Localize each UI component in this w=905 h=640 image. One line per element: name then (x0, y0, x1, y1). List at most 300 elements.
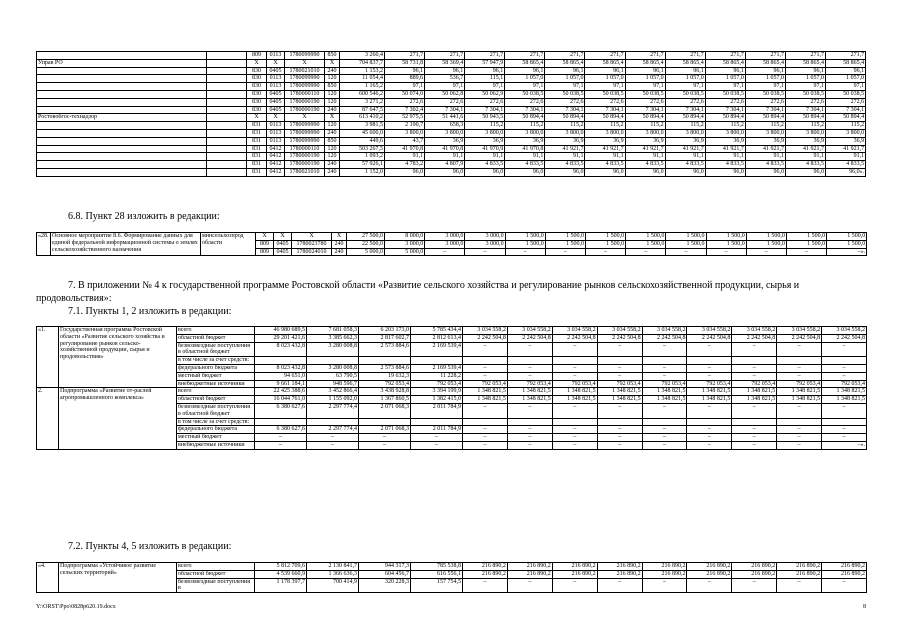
table-cell: 3 034 558,2 (552, 327, 597, 335)
table-cell: 830 (247, 75, 267, 83)
table-cell: 0412 (267, 153, 285, 161)
table-cell: 96,0 (425, 168, 465, 176)
table-cell: 831 (247, 145, 267, 153)
table-cell (207, 122, 247, 130)
table-cell (207, 145, 247, 153)
table-cell: 1 057,0 (745, 75, 785, 83)
table-cell: 58 865,4 (745, 59, 785, 67)
paragraph-7-cont: продовольствия»: (36, 293, 112, 304)
table-cell: – (822, 342, 867, 357)
table-cell: 58 865,4 (625, 59, 665, 67)
table-cell: 0113 (267, 129, 285, 137)
table-cell: 1780021010 (285, 168, 325, 176)
table-cell: 97,1 (425, 83, 465, 91)
table-cell: – (777, 578, 822, 593)
table-cell: 889,6 (385, 75, 425, 83)
table-cell: 96,0 (785, 168, 825, 176)
table-cell: – (463, 372, 508, 380)
table-cell: – (597, 342, 642, 357)
table-cell: 7 304,1 (505, 106, 545, 114)
table-cell: 0405 (274, 248, 292, 256)
table-cell: 831 (247, 153, 267, 161)
table-cell: 830 (247, 90, 267, 98)
table-cell: 600 546,2 (340, 90, 385, 98)
table-cell: 240 (325, 168, 340, 176)
table-cell: 3 385 662,3 (307, 334, 359, 342)
table-cell: 272,6 (505, 98, 545, 106)
table-cell: – (687, 342, 732, 357)
table-cell: 2 130 841,7 (307, 563, 359, 571)
table-cell: Подпрограмма «Устойчивое развитие сельских территорий» (59, 563, 177, 593)
table-cell: 1 500,0 (746, 240, 786, 248)
table-cell: 58 369,4 (425, 59, 465, 67)
table-cell (597, 357, 642, 365)
table-cell: 1 348 821,5 (777, 388, 822, 396)
table-cell: – (545, 248, 585, 256)
table-cell: 0412 (267, 168, 285, 176)
table-cell: – (732, 578, 777, 593)
table-cell: 36,9 (545, 137, 585, 145)
table-cell: 1 348 821,5 (642, 388, 687, 396)
table-cell: 1 057,0 (705, 75, 745, 83)
table-cell: 115,2 (826, 122, 866, 130)
table-cell (687, 357, 732, 365)
table-cell: 2 169 539,4 (411, 364, 463, 372)
table-cell: 50 894,4 (745, 114, 785, 122)
table-cell: 0405 (274, 240, 292, 248)
table-cell: 320 228,3 (359, 578, 411, 593)
table-cell: 4 783,2 (385, 161, 425, 169)
table-cell: 97,1 (826, 83, 866, 91)
table-cell: «4. (37, 563, 59, 593)
table-cell: 3 280 008,8 (307, 342, 359, 357)
table-cell: –». (822, 441, 867, 449)
table-cell: 16 044 761,0 (255, 396, 307, 404)
table-cell: 1 348 821,5 (822, 396, 867, 404)
table-cell: 50 894,4 (625, 114, 665, 122)
table-cell: – (552, 372, 597, 380)
table-cell: 97,1 (705, 83, 745, 91)
table-cell: 704 837,7 (340, 59, 385, 67)
table-cell (37, 153, 207, 161)
table-cell: 1780099990 (285, 75, 325, 83)
table-cell: 1 093,2 (340, 153, 385, 161)
table-cell: 271,7 (625, 52, 665, 60)
table-cell: –». (827, 248, 867, 256)
table-cell: 449,6 (340, 137, 385, 145)
table-cell: 91,1 (665, 153, 705, 161)
table-cell: 850 (325, 52, 340, 60)
table-cell: – (411, 434, 463, 442)
table-cell: 97,1 (385, 83, 425, 91)
table-cell (687, 418, 732, 426)
table-cell: 1 348 821,5 (463, 396, 508, 404)
table-cell: 91,1 (505, 153, 545, 161)
table-cell: 96,1 (625, 67, 665, 75)
table-cell: 27 500,0 (347, 233, 385, 241)
table-row (37, 114, 866, 122)
table-cell: 271,7 (425, 52, 465, 60)
table-cell: 91,1 (425, 153, 465, 161)
table-cell (255, 357, 307, 365)
table-cell: 700 414,9 (307, 578, 359, 593)
page-number: 8 (863, 604, 866, 610)
table-cell: – (687, 364, 732, 372)
table-cell: – (507, 441, 552, 449)
table-cell: 240 (332, 240, 347, 248)
table-cell: – (552, 364, 597, 372)
table-cell: 216 890,2 (687, 563, 732, 571)
table-cell: 831 (247, 122, 267, 130)
table-cell (37, 52, 207, 60)
table-cell: в том числе за счет средств: (177, 418, 255, 426)
table-cell: 216 890,2 (687, 570, 732, 578)
table-cell: 41 921,7 (665, 145, 705, 153)
table-cell: 50 894,4 (826, 114, 866, 122)
table-cell: 1 348 821,5 (687, 388, 732, 396)
table-cell: 3 034 558,2 (822, 327, 867, 335)
table-cell: 36,9 (826, 137, 866, 145)
table-cell: 3 800,0 (665, 129, 705, 137)
table-cell: 36,9 (705, 137, 745, 145)
table-cell: 1 500,0 (746, 233, 786, 241)
table-cell: 831 (247, 168, 267, 176)
table-cell: областной бюджет (177, 570, 255, 578)
table-cell: 2 812 613,4 (411, 334, 463, 342)
table-cell: 1 348 821,5 (822, 388, 867, 396)
table-cell: X (267, 59, 285, 67)
table-row (37, 145, 866, 153)
table-cell: 43,7 (385, 137, 425, 145)
table-cell: 50 894,4 (545, 114, 585, 122)
table-cell: 2 190,7 (385, 122, 425, 130)
table-cell: 792 053,4 (732, 380, 777, 388)
table-cell: 0412 (267, 161, 285, 169)
table-cell: – (597, 578, 642, 593)
table-cell: 57 926,1 (340, 161, 385, 169)
table-cell: 792 053,4 (411, 380, 463, 388)
table-cell: 36,9 (505, 137, 545, 145)
table-cell: 1 500,0 (545, 233, 585, 241)
table-cell: 1 057,0 (625, 75, 665, 83)
table-cell (207, 153, 247, 161)
table-cell: 1 348 821,5 (777, 396, 822, 404)
table-cell: 792 053,4 (822, 380, 867, 388)
table-cell: 1 348 821,5 (597, 388, 642, 396)
table-cell: 272,6 (785, 98, 825, 106)
table-cell: 97,1 (585, 83, 625, 91)
table-cell: 272,6 (545, 98, 585, 106)
table-cell: 2 011 784,9 (411, 426, 463, 434)
table-cell: 50 943,5 (465, 114, 505, 122)
table-cell (642, 418, 687, 426)
table-cell: 3 800,0 (745, 129, 785, 137)
table-cell: 115,2 (465, 122, 505, 130)
table-cell: 792 053,4 (642, 380, 687, 388)
table-cell: 1 057,0 (826, 75, 866, 83)
table-cell: 1 500,0 (626, 240, 666, 248)
table-cell: 792 053,4 (507, 380, 552, 388)
table-cell: – (642, 403, 687, 418)
table-cell: 50 894,4 (785, 114, 825, 122)
table-cell: 41 970,8 (505, 145, 545, 153)
table-cell: – (687, 441, 732, 449)
table-cell: 2 242 504,8 (597, 334, 642, 342)
table-cell: – (687, 403, 732, 418)
table-cell (37, 161, 207, 169)
table-cell: – (411, 441, 463, 449)
table-cell: 58 865,4 (505, 59, 545, 67)
table-cell: 52 975,5 (385, 114, 425, 122)
table-cell (207, 67, 247, 75)
table-cell (207, 161, 247, 169)
table-cell: – (597, 441, 642, 449)
table-cell: 240 (325, 106, 340, 114)
table-cell: – (642, 372, 687, 380)
table-cell: 46 980 689,5 (255, 327, 307, 335)
table-cell: 87 647,5 (340, 106, 385, 114)
table-cell: федерального бюджета (177, 364, 255, 372)
table-cell: – (597, 426, 642, 434)
table-cell: 115,2 (785, 122, 825, 130)
table-cell: 115,2 (585, 122, 625, 130)
table-cell: 157 754,5 (411, 578, 463, 593)
table-cell: 96,1 (705, 67, 745, 75)
table-cell: 3 000,0 (465, 233, 505, 241)
table-cell: – (822, 426, 867, 434)
paragraph-6-8: 6.8. Пункт 28 изложить в редакции: (68, 211, 220, 222)
table-cell: 604 456,7 (359, 570, 411, 578)
table-row (37, 67, 866, 75)
table-cell: 792 053,4 (359, 380, 411, 388)
table-cell: 3 394 199,9 (411, 388, 463, 396)
table-cell: 616 556,1 (411, 570, 463, 578)
table-cell (359, 418, 411, 426)
table-cell: 1 348 821,5 (552, 388, 597, 396)
table-cell: 216 890,2 (822, 563, 867, 571)
table-cell: местный бюджет (177, 372, 255, 380)
table-cell: – (255, 434, 307, 442)
table-cell: 96,1 (505, 67, 545, 75)
table-row (37, 563, 867, 571)
table-cell: 50 038,5 (745, 90, 785, 98)
table-cell: всего (177, 563, 255, 571)
table-cell: 1 165,2 (340, 83, 385, 91)
table-cell (207, 83, 247, 91)
table-cell: «28. (37, 233, 51, 256)
table-cell: 19 632,3 (359, 372, 411, 380)
table-cell (37, 129, 207, 137)
table-cell: – (706, 248, 746, 256)
table-cell: X (285, 114, 325, 122)
table-cell: 1 348 821,5 (732, 388, 777, 396)
table-cell: – (507, 426, 552, 434)
table-cell: 1780099990 (285, 122, 325, 130)
table-cell: 36,9 (585, 137, 625, 145)
table-cell: 36,9 (625, 137, 665, 145)
table-cell: – (746, 248, 786, 256)
table-cell: 50 038,5 (785, 90, 825, 98)
table-cell: X (267, 114, 285, 122)
table-cell: – (465, 248, 505, 256)
table-cell: 1780099990 (285, 52, 325, 60)
table-cell: 96,0 (705, 168, 745, 176)
table-cell: 1 348 821,5 (507, 396, 552, 404)
table-cell: – (507, 434, 552, 442)
table-cell: 57 947,9 (465, 59, 505, 67)
table-cell: – (687, 372, 732, 380)
table-cell: – (642, 578, 687, 593)
table-cell: 96,0 (385, 168, 425, 176)
table-row (37, 161, 866, 169)
table-points-4-5 (36, 562, 867, 593)
table-cell: 50 062,8 (425, 90, 465, 98)
table-cell: 4 833,5 (785, 161, 825, 169)
table-cell: – (732, 403, 777, 418)
table-cell: – (507, 364, 552, 372)
table-cell: – (307, 441, 359, 449)
table-cell: 6 203 173,0 (359, 327, 411, 335)
table-cell: 96,0». (826, 168, 866, 176)
table-cell: 50 038,5 (505, 90, 545, 98)
table-cell (37, 122, 207, 130)
table-cell: 3 800,0 (625, 129, 665, 137)
table-cell: – (777, 364, 822, 372)
table-cell: 272,6 (826, 98, 866, 106)
table-cell: 3 800,0 (425, 129, 465, 137)
table-cell: 271,7 (826, 52, 866, 60)
table-cell: X (274, 233, 292, 241)
table-cell: всего (177, 327, 255, 335)
table-cell: 831 (247, 129, 267, 137)
table-cell: 91,1 (385, 153, 425, 161)
table-cell: 1780099990 (285, 137, 325, 145)
table-cell: – (552, 426, 597, 434)
table-cell: 3 000,0 (465, 240, 505, 248)
table-cell (732, 418, 777, 426)
table-cell: 1 500,0 (545, 240, 585, 248)
table-cell: – (597, 434, 642, 442)
table-cell: 0405 (267, 90, 285, 98)
table-cell (777, 357, 822, 365)
table-cell: 41 921,7 (625, 145, 665, 153)
table-cell: 3 034 558,2 (463, 327, 508, 335)
table-cell: 3 452 866,4 (307, 388, 359, 396)
table-cell: – (597, 364, 642, 372)
table-cell: 809 (247, 52, 267, 60)
table-cell (552, 418, 597, 426)
table-row (37, 129, 866, 137)
table-cell: – (777, 434, 822, 442)
table-cell: 1 500,0 (827, 240, 867, 248)
table-cell (207, 98, 247, 106)
table-cell (597, 418, 642, 426)
table-cell: 1 500,0 (626, 233, 666, 241)
table-cell: 1 057,0 (585, 75, 625, 83)
table-cell: – (822, 434, 867, 442)
table-cell: 271,7 (585, 52, 625, 60)
table-cell: 50 062,9 (465, 90, 505, 98)
table-cell: X (285, 59, 325, 67)
table-cell: – (463, 441, 508, 449)
table-cell: 1 178 397,7 (255, 578, 307, 593)
table-cell: – (463, 342, 508, 357)
table-cell: – (732, 372, 777, 380)
table-cell: 3 271,2 (340, 98, 385, 106)
table-cell: 4 833,5 (625, 161, 665, 169)
table-cell: 1 155 092,0 (307, 396, 359, 404)
table-row (37, 122, 866, 130)
table-cell: 1780000190 (285, 106, 325, 114)
table-cell: – (507, 372, 552, 380)
table-cell (37, 83, 207, 91)
table-cell: – (552, 441, 597, 449)
table-cell: – (505, 248, 545, 256)
table-cell: 1 366 636,3 (307, 570, 359, 578)
table-cell: 4 833,5 (465, 161, 505, 169)
table-cell: 2 169 539,4 (411, 342, 463, 357)
table-cell: 3 034 558,2 (642, 327, 687, 335)
table-cell: 3 800,0 (465, 129, 505, 137)
table-cell: 36,9 (745, 137, 785, 145)
table-cell: Государственная программа Ростовской области «Развитие сельского хозяйства и регулирование рынков сельско-хозяйственной продукции, сырья и продовольствия» (59, 327, 177, 388)
table-cell: 120 (325, 122, 340, 130)
table-cell: 271,7 (745, 52, 785, 60)
table-cell: областной бюджет (177, 396, 255, 404)
table-cell: 0113 (267, 75, 285, 83)
table-cell: – (642, 364, 687, 372)
table-cell: 58 865,4 (665, 59, 705, 67)
table-cell: 1 152,0 (340, 168, 385, 176)
table-cell: 2 242 504,8 (507, 334, 552, 342)
table-cell: 809 (256, 248, 274, 256)
table-cell (307, 418, 359, 426)
table-cell: – (626, 248, 666, 256)
table-cell: 115,2 (505, 122, 545, 130)
table-cell: 1 348 821,5 (507, 388, 552, 396)
table-cell: 809 (256, 240, 274, 248)
table-cell: – (732, 441, 777, 449)
table-cell (207, 75, 247, 83)
table-cell: 5 000,0 (385, 248, 425, 256)
table-cell: 97,1 (505, 83, 545, 91)
table-cell: 1 500,0 (786, 240, 826, 248)
table-cell: 3 034 558,2 (732, 327, 777, 335)
table-cell: 240 (325, 129, 340, 137)
table-row (37, 168, 866, 176)
table-cell: 115,2 (705, 122, 745, 130)
table-cell: 50 074,0 (385, 90, 425, 98)
table-cell: 1 348 821,5 (552, 396, 597, 404)
table-cell: в том числе за счет средств: (177, 357, 255, 365)
table-cell: 1 348 821,5 (642, 396, 687, 404)
table-cell: 272,6 (665, 98, 705, 106)
table-cell: 830 (247, 83, 267, 91)
table-cell: 272,6 (385, 98, 425, 106)
table-cell: 115,1 (465, 75, 505, 83)
table-cell (732, 357, 777, 365)
table-cell: – (463, 403, 508, 418)
table-cell: – (463, 426, 508, 434)
table-cell: 0405 (267, 67, 285, 75)
table-cell: 96,0 (665, 168, 705, 176)
table-cell: 2 071 068,3 (359, 426, 411, 434)
table-cell: 2 242 504,8 (687, 334, 732, 342)
table-cell: 96,1 (826, 67, 866, 75)
table-cell: 96,1 (785, 67, 825, 75)
table-cell: 115,2 (745, 122, 785, 130)
table-cell: – (642, 441, 687, 449)
